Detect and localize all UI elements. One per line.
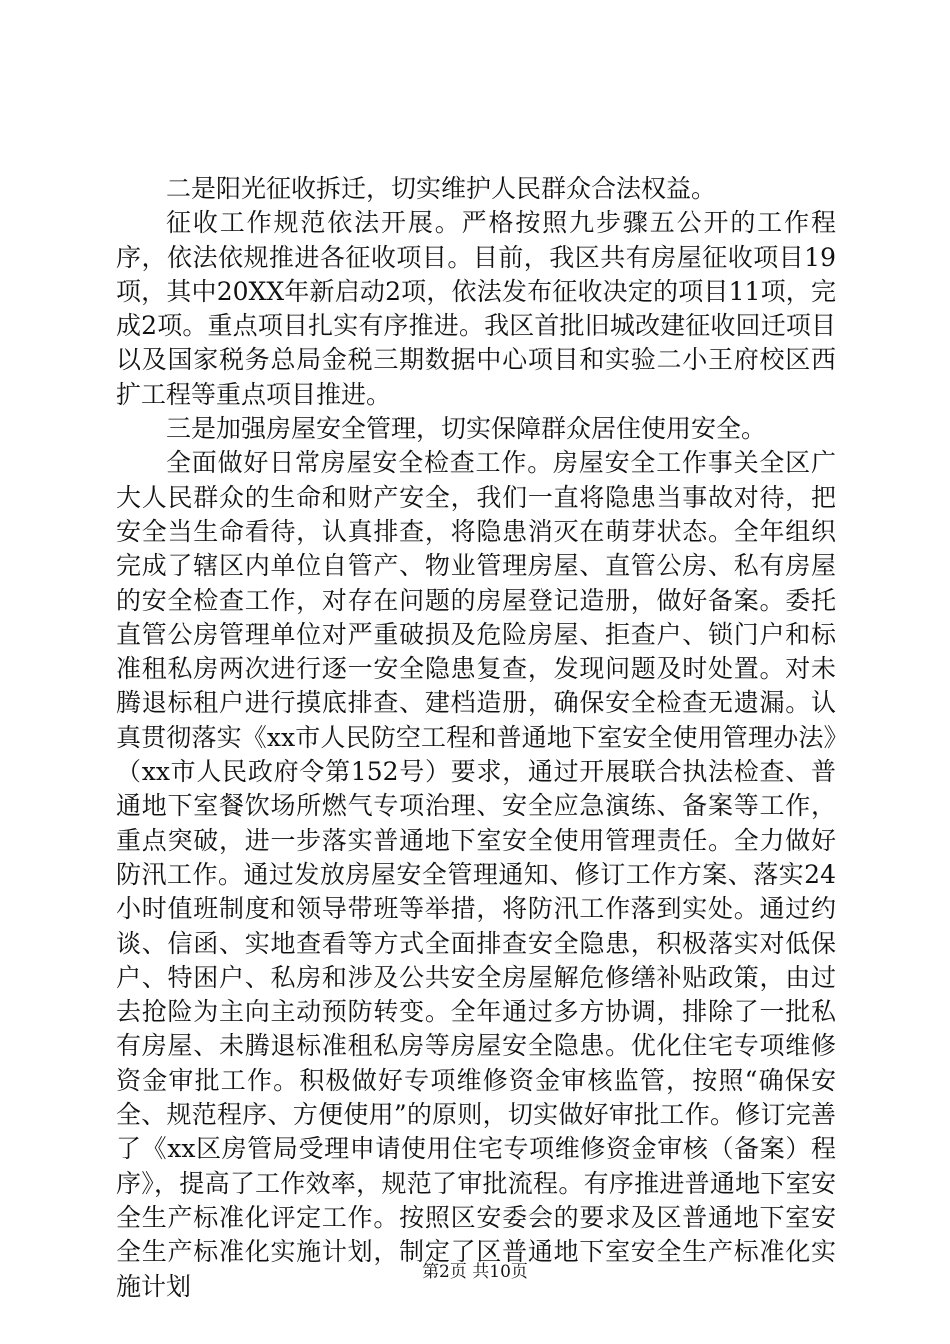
paragraph-heading-3: 三是加强房屋安全管理，切实保障群众居住使用安全。 — [166, 414, 767, 444]
page-footer: 第2页 共10页 — [422, 1262, 528, 1282]
paragraph-safety-inspection: 全面做好日常房屋安全检查工作。房屋安全工作事关全区广大人民群众的生命和财产安全，我们一直将隐患当事故对待，把安全当生命看待，认真排查，将隐患消灭在萌芽状态。全年组织完成了辖区内单位自管产、物业管理房屋、直管公房、私有房屋的安全检查工作，对存在问题的房屋登记造册，做好备案。委托直管公房管理单位对严重破损及危险房屋、拒查户、锁门户和标准租私房两次进行逐一安全隐患复查，发现问题及时处置。对未腾退标租户进行摸底排查、建档造册，确保安全检查无遗漏。认真贯彻落实《xx市人民防空工程和普通地下室安全使用管理办法》（xx市人民政府令第152号）要求，通过开展联合执法检查、普通地下室餐饮场所燃气专项治理、安全应急演练、备案等工作，重点突破，进一步落实普通地下室安全使用管理责任。全力做好防汛工作。通过发放房屋安全管理通知、修订工作方案、落实24小时值班制度和领导带班等举措，将防汛工作落到实处。通过约谈、信函、实地查看等方式全面排查安全隐患，积极落实对低保户、特困户、私房和涉及公共安全房屋解危修缮补贴政策，由过去抢险为主向主动预防转变。全年通过多方协调，排除了一批私有房屋、未腾退标准租私房等房屋安全隐患。优化住宅专项维修资金审批工作。积极做好专项维修资金审核监管，按照“确保安全、规范程序、方便使用”的原则，切实做好审批工作。修订完善了《xx区房管局受理申请使用住宅专项维修资金审核（备案）程序》，提高了工作效率，规范了审批流程。有序推进普通地下室安全生产标准化评定工作。按照区安委会的要求及区普通地下室安全生产标准化实施计划，制定了区普通地下室安全生产标准化实施计划 — [116, 448, 836, 1301]
paragraph-expropriation: 征收工作规范依法开展。严格按照九步骤五公开的工作程序，依法依规推进各征收项目。目前，我区共有房屋征收项目19项，其中20XX年新启动2项，依法发布征收决定的项目11项，完成2项。重点项目扎实有序推进。我区首批旧城改建征收回迁项目以及国家税务总局金税三期数据中心项目和实验二小王府校区西扩工程等重点项目推进。 — [116, 208, 836, 409]
document-body — [116, 172, 836, 1304]
paragraph-heading-2: 二是阳光征收拆迁，切实维护人民群众合法权益。 — [166, 174, 717, 203]
